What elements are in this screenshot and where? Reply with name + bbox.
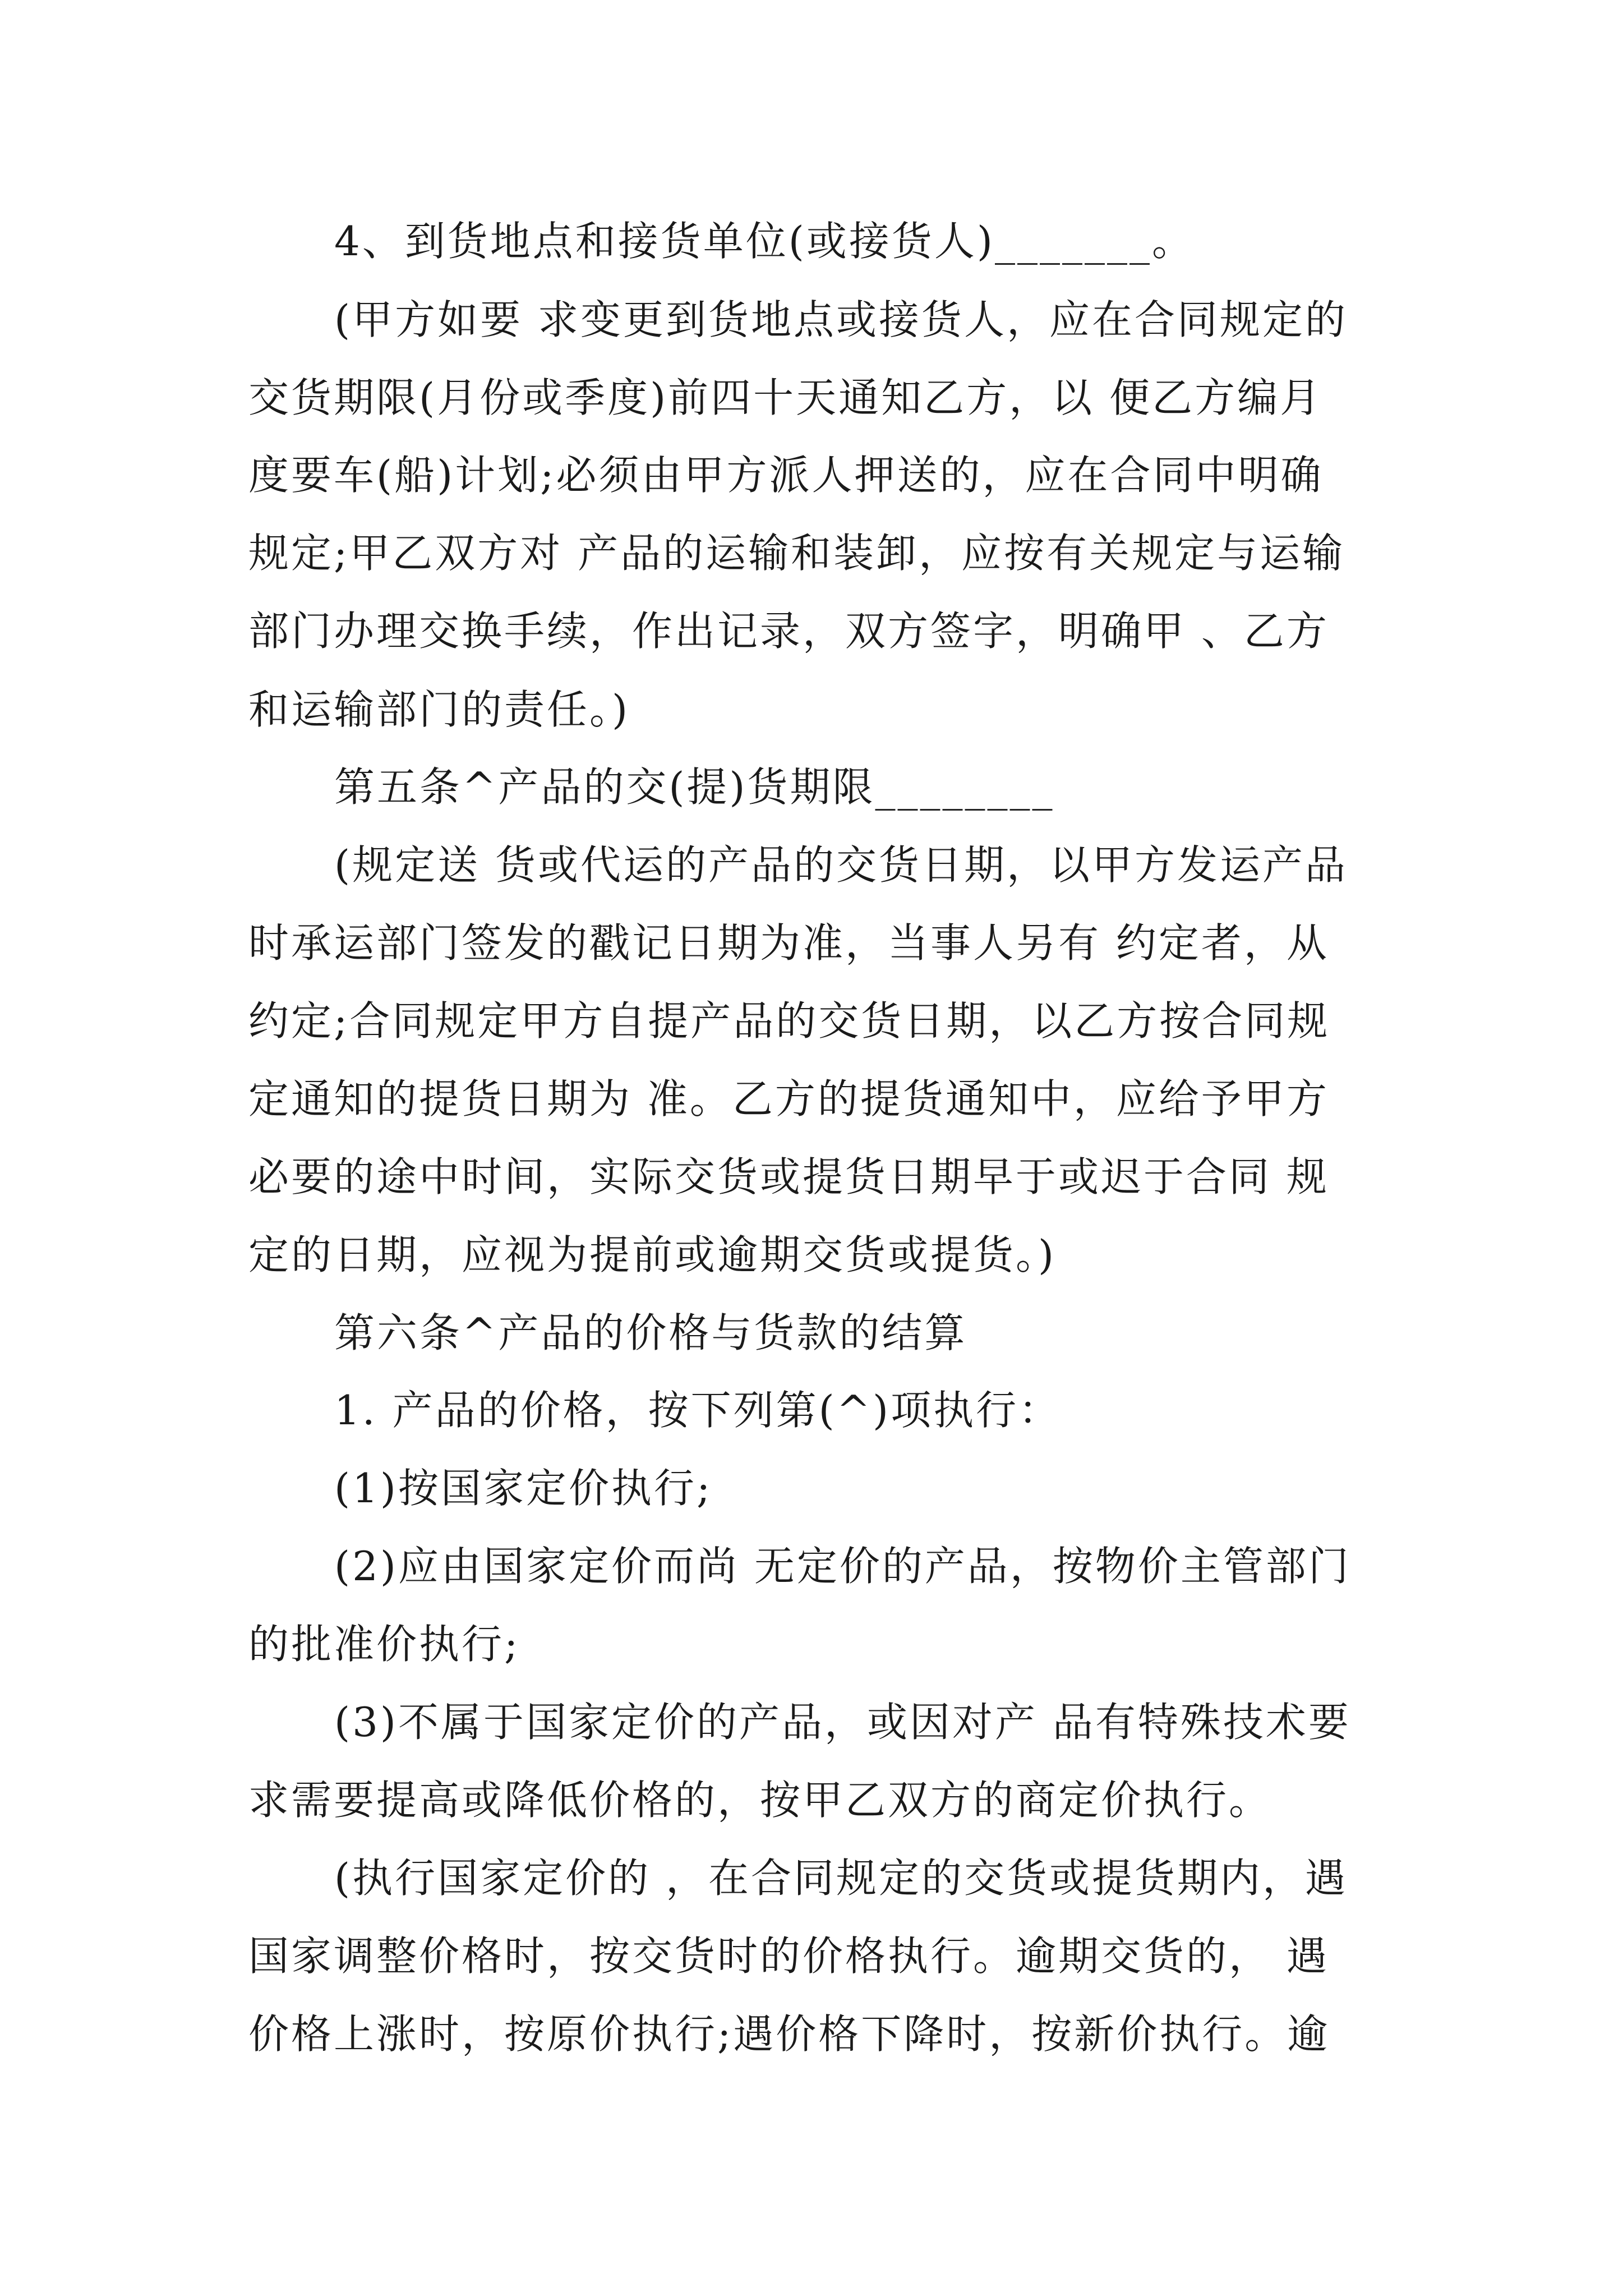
text-line: (甲方如要 求变更到货地点或接货人，应在合同规定的 bbox=[334, 296, 1348, 343]
section-heading: 第六条^产品的价格与货款的结算 bbox=[334, 1309, 967, 1356]
text-line: 定通知的提货日期为 准。乙方的提货通知中，应给予甲方 bbox=[248, 1075, 1329, 1122]
text-line: 约定;合同规定甲方自提产品的交货日期，以乙方按合同规 bbox=[248, 997, 1330, 1045]
text-line: (执行国家定价的 ，在合同规定的交货或提货期内，遇 bbox=[334, 1855, 1348, 1902]
text-line: (1)按国家定价执行; bbox=[334, 1465, 713, 1512]
text-line: 规定;甲乙双方对 产品的运输和装卸，应按有关规定与运输 bbox=[248, 530, 1345, 577]
text-line: 1. 产品的价格，按下列第(^)项执行： bbox=[334, 1387, 1062, 1434]
text-line: 国家调整价格时，按交货时的价格执行。逾期交货的， 遇 bbox=[248, 1932, 1329, 1980]
text-line: 4、到货地点和接货单位(或接货人)_______。 bbox=[334, 218, 1195, 265]
text-line: 价格上涨时，按原价执行;遇价格下降时，按新价执行。逾 bbox=[248, 2010, 1330, 2058]
section-heading: 第五条^产品的交(提)货期限________ bbox=[334, 763, 1055, 811]
text-line: 的批准价执行; bbox=[248, 1621, 520, 1668]
text-line: 定的日期，应视为提前或逾期交货或提货。) bbox=[248, 1231, 1057, 1278]
text-line: (3)不属于国家定价的产品，或因对产 品有特殊技术要 bbox=[334, 1699, 1351, 1746]
text-line: (2)应由国家定价而尚 无定价的产品，按物价主管部门 bbox=[334, 1543, 1351, 1590]
text-line: 交货期限(月份或季度)前四十天通知乙方，以 便乙方编月 bbox=[248, 374, 1323, 421]
text-line: 求需要提高或降低价格的，按甲乙双方的商定价执行。 bbox=[248, 1777, 1272, 1824]
text-line: 度要车(船)计划;必须由甲方派人押送的，应在合同中明确 bbox=[248, 452, 1324, 499]
text-line: 必要的途中时间，实际交货或提货日期早于或迟于合同 规 bbox=[248, 1153, 1329, 1200]
text-line: (规定送 货或代运的产品的交货日期，以甲方发运产品 bbox=[334, 841, 1348, 889]
text-line: 和运输部门的责任。) bbox=[248, 686, 630, 733]
text-line: 时承运部门签发的戳记日期为准，当事人另有 约定者，从 bbox=[248, 919, 1329, 967]
text-line: 部门办理交换手续，作出记录，双方签字，明确甲 、乙方 bbox=[248, 608, 1329, 655]
